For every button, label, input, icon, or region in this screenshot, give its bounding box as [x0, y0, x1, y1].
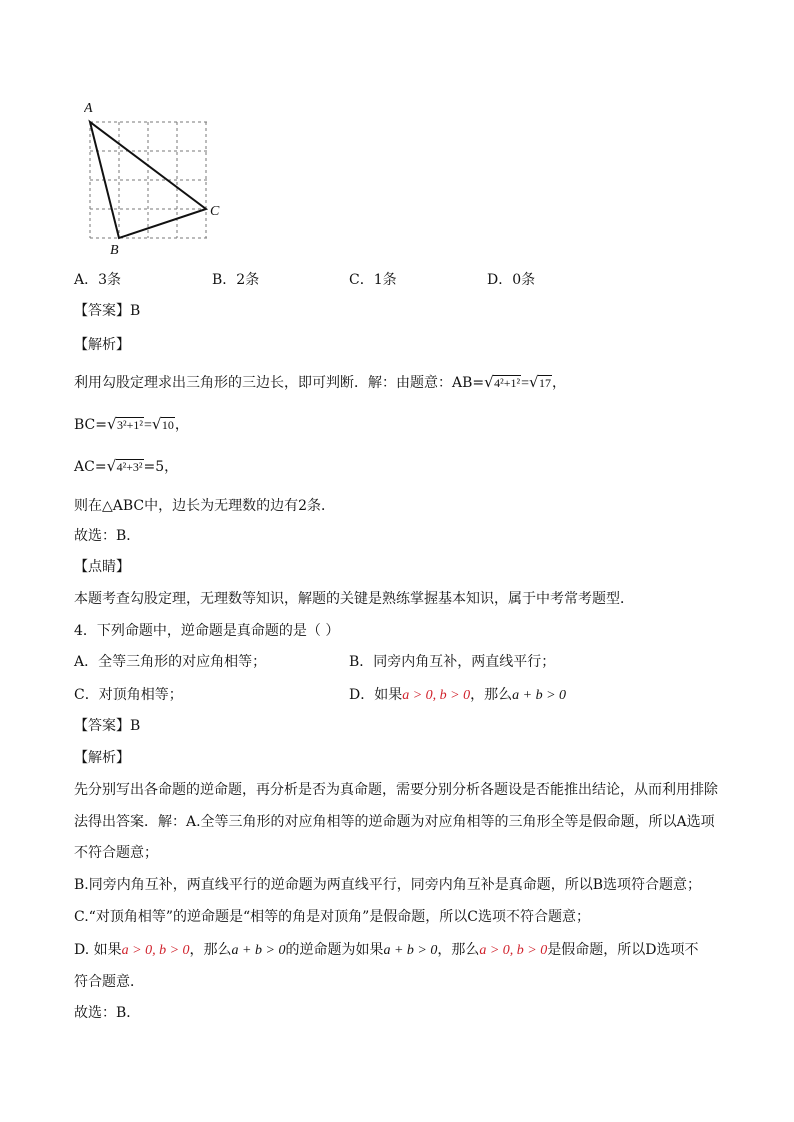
q4-text-3: 不符合题意；	[74, 845, 158, 861]
q3-analysis-tag: 【解析】	[74, 337, 130, 353]
q3-option-a: A．3条	[74, 272, 122, 288]
condition-expression: a > 0, b > 0	[402, 688, 471, 703]
q4-text-6: D. 如果a > 0, b > 0，那么a + b > 0的逆命题为如果a + b > 0，那么a > 0, b > 0是假命题，所以D选项不	[74, 942, 699, 958]
bc-result-sqrt: √ 10	[151, 415, 174, 433]
q3-option-b: B．2条	[212, 272, 260, 288]
bc-sqrt: √ 3²+1²	[107, 415, 143, 433]
q4-option-b: B．同旁内角互补，两直线平行；	[349, 654, 556, 670]
q4-text-5: C.“对顶角相等”的逆命题是“相等的角是对顶角”是假命题，所以C选项不符合题意；	[74, 909, 591, 925]
q3-option-d: D．0条	[487, 272, 536, 288]
vertex-label-b: B	[110, 243, 119, 258]
q3-comment-tag: 【点睛】	[74, 559, 130, 575]
q4-option-d: D．如果a > 0, b > 0，那么a + b > 0	[349, 687, 567, 703]
q3-option-c: C．1条	[349, 272, 397, 288]
q4-text-4: B.同旁内角互补，两直线平行的逆命题为两直线平行，同旁内角互补是真命题，所以B选项符合题意；	[74, 877, 702, 893]
q4-analysis-tag: 【解析】	[74, 750, 130, 766]
ac-sqrt: √ 4²+3²	[106, 457, 143, 475]
q4-text-2: 法得出答案．解：A.全等三角形的对应角相等的逆命题为对应角相等的三角形全等是假命题，所以A选项	[74, 814, 715, 830]
q3-ac-line: AC= √ 4²+3²=5，	[74, 457, 179, 475]
q3-bc-line: BC= √ 3²+1²= √ 10，	[74, 415, 189, 433]
vertex-label-a: A	[84, 101, 93, 116]
q4-stem: 4．下列命题中，逆命题是真命题的是（ ）	[74, 623, 340, 639]
answer-tag: 【答案】	[74, 303, 130, 319]
q3-choice: 故选：B．	[74, 528, 141, 544]
triangle-grid-figure	[84, 100, 224, 260]
q3-comment: 本题考查勾股定理，无理数等知识，解题的关键是熟练掌握基本知识，属于中考常考题型．	[74, 591, 634, 607]
ab-result-sqrt: √ 17	[529, 373, 552, 391]
q3-conclusion: 则在△ABC中，边长为无理数的边有2条．	[74, 498, 336, 514]
analysis-text: 利用勾股定理求出三角形的三边长，即可判断．解：由题意：AB=	[74, 375, 485, 391]
q3-answer	[74, 301, 140, 321]
vertex-label-c: C	[210, 204, 220, 219]
q4-text-1: 先分别写出各命题的逆命题，再分析是否为真命题，需要分别分析各题设是否能推出结论，从而利用排除	[74, 782, 718, 798]
q4-choice: 故选：B．	[74, 1005, 141, 1021]
q3-analysis-line1: 利用勾股定理求出三角形的三边长，即可判断．解：由题意：AB= √ 4²+1²= √ 17，	[74, 373, 567, 391]
q4-option-c: C．对顶角相等；	[74, 687, 183, 703]
q4-answer: 【答案】B	[74, 718, 141, 734]
ab-sqrt: √ 4²+1²	[484, 373, 521, 391]
grid-lines	[90, 122, 208, 238]
q4-option-a: A．全等三角形的对应角相等；	[74, 654, 267, 670]
answer-value: B	[130, 303, 141, 319]
q4-text-7: 符合题意．	[74, 974, 144, 990]
conclusion-expression: a + b > 0	[512, 688, 567, 703]
